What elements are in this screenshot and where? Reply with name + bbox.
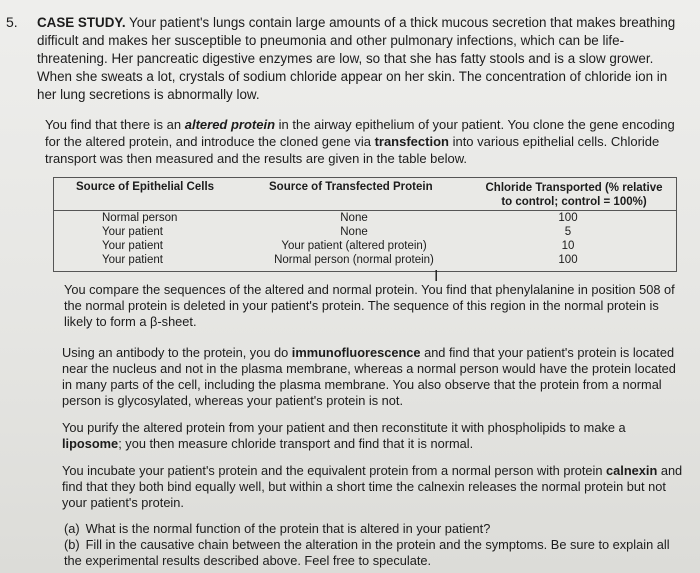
para4-text-1: Using an antibody to the protein, you do: [62, 345, 292, 360]
table-header-divider: [54, 210, 676, 211]
calnexin-term: calnexin: [606, 463, 658, 478]
cell-chloride: 100: [558, 254, 578, 266]
table-row: [54, 212, 676, 226]
case-study-text: Your patient's lungs contain large amounts of a thick mucous secretion that makes breathing difficult and makes her susceptible to pneumonia and other pulmonary infections, which can be life-threatening. Her pancreatic digestive enzymes are low, so that she has fatty stools and is a slow grower. When she sweats a lot, crystals of sodium chloride appear on her skin. The concentration of chloride ion in her lung secretions is abnormally low.: [37, 15, 676, 102]
cell-chloride: 5: [564, 226, 572, 238]
header-chloride-transported: Chloride Transported (% relative to control; control = 100%): [485, 182, 663, 208]
table-row: [54, 254, 676, 268]
question-number: 5.: [6, 14, 18, 30]
question-a-text: What is the normal function of the protein that is altered in your patient?: [85, 521, 491, 536]
question-a: [64, 521, 684, 537]
header-epithelial-cells: Source of Epithelial Cells: [76, 181, 215, 193]
case-study-title: CASE STUDY.: [37, 15, 126, 30]
question-a-label: (a): [64, 521, 80, 536]
immunofluorescence-term: immunofluorescence: [291, 345, 421, 360]
para5-text-1: You purify the altered protein from your patient and then reconstitute it with phospholipids to make a: [62, 420, 626, 435]
cell-cells: Your patient: [102, 226, 163, 238]
results-table: [53, 177, 677, 272]
immunofluorescence-paragraph: [62, 345, 688, 409]
sequence-paragraph: You compare the sequences of the altered and normal protein. You find that phenylalanine in position 508 of the normal protein is deleted in your patient's protein. The sequence of this region in the normal protein is likely to form a β-sheet.: [64, 282, 675, 329]
case-study-paragraph: [37, 14, 687, 104]
question-b: [64, 537, 684, 569]
para2-text-1: You find that there is an: [45, 117, 185, 132]
cell-protein: None: [340, 212, 368, 224]
cell-protein: Your patient (altered protein): [281, 240, 427, 252]
liposome-term: liposome: [62, 436, 119, 451]
altered-protein-paragraph: [45, 116, 685, 167]
cell-chloride: 10: [561, 240, 575, 252]
table-row: [54, 240, 676, 254]
para4-text-2: and find that your patient's protein is located near the nucleus and not in the plasma membrane, whereas a normal person would have the protein located in many parts of the cell, including the plasma membrane. You also observe that the protein from a normal person is glycosylated, whereas your patient's protein is not.: [62, 345, 676, 408]
header-transfected-protein: Source of Transfected Protein: [269, 181, 433, 193]
para6-text-2: and find that they both bind equally well, but within a short time the calnexin releases the normal protein but not your patient's protein.: [62, 463, 683, 510]
para2-text-2: in the airway epithelium of your patient. You clone the gene encoding for the altered protein, and introduce the cloned gene via: [45, 117, 675, 149]
question-b-label: (b): [64, 537, 80, 552]
text-cursor-icon: I: [434, 268, 439, 285]
liposome-paragraph: [62, 420, 688, 452]
cell-cells: Your patient: [102, 240, 163, 252]
cell-protein: Normal person (normal protein): [274, 254, 434, 266]
cell-chloride: 100: [558, 212, 578, 224]
question-b-text: Fill in the causative chain between the alteration in the protein and the symptoms. Be sure to explain all the experimental results described above. Feel free to speculate.: [64, 537, 670, 568]
calnexin-paragraph: [62, 463, 688, 511]
para5-text-2: ; you then measure chloride transport and find that it is normal.: [118, 436, 474, 451]
para2-text-3: into various epithelial cells. Chloride transport was then measured and the results are given in the table below.: [45, 134, 660, 166]
transfection-term: transfection: [374, 134, 449, 149]
cell-protein: None: [340, 226, 368, 238]
cell-cells: Your patient: [102, 254, 163, 266]
altered-protein-term: altered protein: [184, 117, 276, 132]
table-row: [54, 226, 676, 240]
para6-text-1: You incubate your patient's protein and the equivalent protein from a normal person with protein: [62, 463, 607, 478]
cell-cells: Normal person: [102, 212, 178, 224]
